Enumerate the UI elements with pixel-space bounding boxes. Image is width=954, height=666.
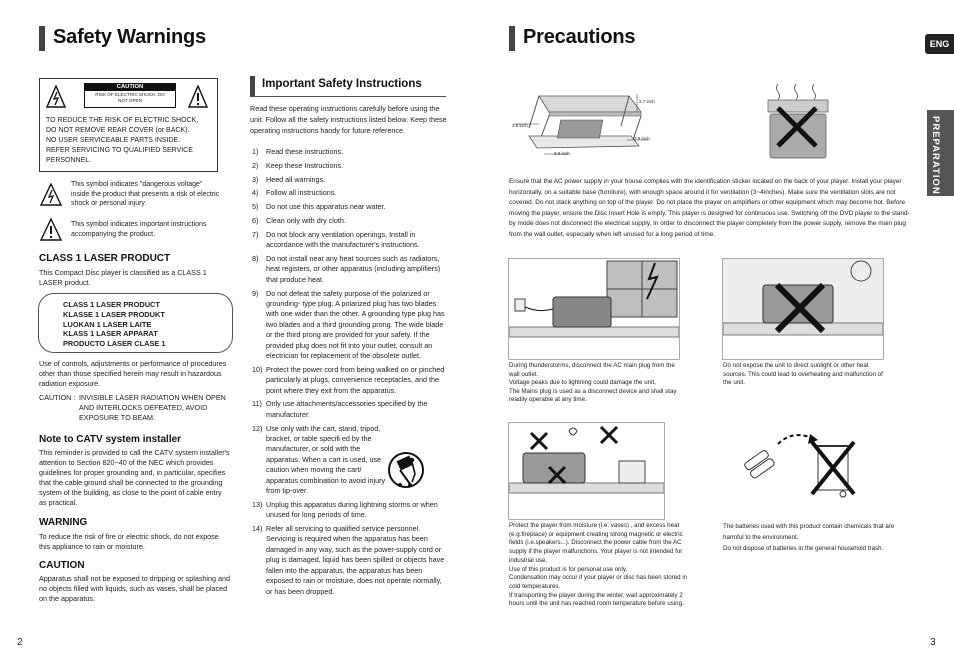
caution-heading: CAUTION bbox=[39, 560, 85, 571]
list-item bbox=[250, 216, 448, 226]
item-number: 14) bbox=[252, 524, 263, 534]
item-text: Read these instructions. bbox=[266, 147, 344, 156]
caption-line: Protect the player from moisture (i.e. vases) , and excess heat (e.g.fireplace) or equipment creating strong magnetic or electric fields (i.e.speakers...). Disconnect the power cable from the AC supply if the player malfunctions. Your player is not intended for industrial use. bbox=[509, 522, 683, 564]
item-text: Do not use this apparatus near water. bbox=[266, 202, 386, 212]
sunlight-illustration bbox=[722, 258, 884, 360]
exclamation-warning-icon bbox=[188, 85, 208, 109]
thunderstorm-illustration bbox=[508, 258, 680, 360]
list-item bbox=[250, 524, 448, 597]
item-number: 8) bbox=[252, 253, 259, 263]
no-heat-stacking-diagram bbox=[756, 82, 838, 164]
laser-class-lines bbox=[63, 300, 166, 349]
important-intro: Read these operating instructions carefully before using the unit. Follow all the safety instructions listed below. Keep these operating instructions handy for future reference. bbox=[250, 104, 447, 135]
item-text: Unplug this apparatus during lightning storms or when unused for long periods of time. bbox=[266, 499, 438, 520]
item-text: Refer all servicing to qualified service personnel. Servicing is required when the apparatus has been damaged in any way, such as the power-supply cord or plug is damaged, liquid has been spilled or objects have fallen into the apparatus, the apparatus has been exposed to rain or moisture, does not operate normally, or has been dropped. bbox=[266, 524, 445, 596]
caption-line: Voltage peaks due to lightning could damage the unit. bbox=[509, 379, 656, 387]
laser-line: PRODUCTO LASER CLASE 1 bbox=[63, 339, 166, 349]
item-number: 7) bbox=[252, 229, 259, 239]
caution-line: REFER SERVICING TO QUALIFIED SERVICE bbox=[46, 147, 193, 154]
laser-caution-text: INVISIBLE LASER RADIATION WHEN OPEN AND INTERLOCKS DEFEATED, AVOID EXPOSURE TO BEAM. bbox=[79, 393, 226, 422]
item-number: 3) bbox=[252, 174, 259, 184]
dangerous-voltage-icon bbox=[40, 183, 62, 207]
safety-instructions-list bbox=[250, 147, 448, 600]
dim-label-left: 3.9 inch bbox=[512, 123, 528, 128]
caption-line: During thunderstorms, disconnect the AC main plug from the wall outlet. bbox=[509, 362, 675, 378]
caution-label-box bbox=[84, 83, 176, 108]
title-bar bbox=[39, 26, 45, 51]
item-number: 10) bbox=[252, 364, 263, 374]
item-number: 12) bbox=[252, 423, 263, 433]
item-number: 13) bbox=[252, 499, 263, 509]
item-text: Clean only with dry cloth. bbox=[266, 215, 346, 225]
lightning-warning-icon bbox=[46, 85, 66, 109]
battery-caption bbox=[723, 522, 913, 554]
important-instructions-icon bbox=[40, 218, 62, 242]
item-number: 2) bbox=[252, 160, 259, 170]
item-number: 9) bbox=[252, 288, 259, 298]
catv-heading: Note to CATV system installer bbox=[39, 434, 182, 445]
caution-line: PERSONNEL. bbox=[46, 157, 92, 164]
laser-use-text: Use of controls, adjustments or performance of procedures other than those specified herein may result in hazardous radiation exposure. bbox=[39, 359, 227, 388]
warning-heading: WARNING bbox=[39, 517, 88, 528]
laser-caution-label: CAUTION : bbox=[39, 393, 76, 402]
item-text: Do not install near any heat sources such as radiators, heat registers, or other apparatus (including amplifiers) that produce heat. bbox=[266, 253, 441, 284]
list-item bbox=[250, 147, 448, 157]
storm-caption bbox=[509, 362, 681, 405]
item-text: Do not defeat the safety purpose of the polarized or grounding- type plug. A polarized plug has two blades with one wider than the other. A grounding type plug has two blades and a third grounding prong. The wide blade or the third prong are provided for your safety. If the provided plug does not fit into your outlet, consult an electrician for replacement of the obsolete outlet. bbox=[266, 288, 445, 361]
list-item bbox=[250, 289, 448, 362]
caution-line: NO USER SERVICEABLE PARTS INSIDE. bbox=[46, 137, 181, 144]
item-text: Follow all instructions. bbox=[266, 188, 337, 198]
preparation-side-tab[interactable] bbox=[927, 110, 954, 196]
caption-line: Use of this product is for personal use only. bbox=[509, 565, 628, 573]
list-item bbox=[250, 188, 448, 198]
ventilation-text: Ensure that the AC power supply in your house complies with the identification sticker located on the back of your player. Install your player horizontally, on a suitable base (furniture), with enough space around it for ventilation (3~4inches). Make sure the ventilation slots are not covered. Do not stack anything on top of the player. Do not place the player on amplifiers or other equipment which may become hot. Before moving the player, ensure the Disc Insert Hole is empty. This player is designed for continuous use. Switching off the DVD player to the stand-by mode does not disconnect the electrical supply. In order to disconnect the player completely from the power supply, remove the main plug from the wall outlet, especially when left unused for a long period of time. bbox=[509, 178, 910, 238]
caption-line: Condensation may occur if your player or disc has been stored in cold temperatures. bbox=[509, 574, 688, 590]
heading-underline bbox=[250, 96, 446, 97]
side-tab-label: PREPARATION bbox=[930, 116, 941, 195]
subheading-bar bbox=[250, 76, 255, 96]
item-number: 6) bbox=[252, 215, 259, 225]
catv-text: This reminder is provided to call the CATV system installer's attention to Section 820~40 of the NEC which provides guidelines for proper grounding and, in particular, specifies that the cable ground shall be connected to the grounding system of the building, as close to the point of cable entry as practical. bbox=[39, 448, 230, 507]
dim-label-bottom: 3.9 inch bbox=[554, 151, 570, 156]
page-number-right: 3 bbox=[930, 637, 936, 648]
page-title-precautions: Precautions bbox=[523, 26, 636, 48]
list-item bbox=[250, 254, 448, 285]
page-title-safety-warnings: Safety Warnings bbox=[53, 26, 206, 48]
list-item bbox=[250, 399, 448, 420]
list-item bbox=[250, 175, 448, 185]
list-item bbox=[250, 161, 448, 171]
laser-line: LUOKAN 1 LASER LAITE bbox=[63, 319, 152, 329]
list-item bbox=[250, 230, 448, 251]
item-text: Protect the power cord from being walked on or pinched particularly at plugs, convenience receptacles, and the point where they exit from the apparatus. bbox=[266, 364, 445, 395]
caution-line: DO NOT REMOVE REAR COVER (or BACK). bbox=[46, 127, 190, 134]
important-safety-heading: Important Safety Instructions bbox=[262, 78, 422, 90]
ventilation-diagram bbox=[509, 84, 664, 164]
item-text: Heed all warnings. bbox=[266, 174, 326, 184]
item-text: Only use attachments/accessories specified by the manufacturer. bbox=[266, 399, 428, 419]
laser-class-box bbox=[38, 293, 233, 353]
dim-label-top: 2.7 inch bbox=[639, 99, 655, 104]
sunlight-caption: Do not expose the unit to direct sunlight or other heat sources. This could lead to overheating and malfunction of the unit. bbox=[723, 362, 883, 387]
dim-label-right: 3.9 inch bbox=[634, 136, 650, 141]
voltage-symbol-text: This symbol indicates "dangerous voltage" inside the product that presents a risk of electric shock or personal injury. bbox=[71, 181, 220, 208]
language-tab[interactable]: ENG bbox=[925, 34, 954, 54]
caution-lines bbox=[46, 116, 216, 166]
caution-subtext: RISK OF ELECTRIC SHOCK. DO NOT OPEN bbox=[95, 92, 165, 103]
laser-line: KLASS 1 LASER APPARAT bbox=[63, 329, 158, 339]
item-number: 4) bbox=[252, 188, 259, 198]
laser-line: KLASSE 1 LASER PRODUKT bbox=[63, 309, 165, 319]
item-text: Keep these Instructions. bbox=[266, 160, 344, 170]
caption-line: If transporting the player during the winter, wait approximately 2 hours until the unit has reached room temperature before using. bbox=[509, 591, 684, 608]
title-bar bbox=[509, 26, 515, 51]
caption-line: The batteries used with this product contain chemicals that are harmful to the environment. bbox=[723, 523, 895, 541]
moisture-caption bbox=[509, 522, 697, 609]
moisture-heat-illustration bbox=[508, 422, 665, 520]
list-item bbox=[250, 202, 448, 212]
warning-text: To reduce the risk of fire or electric shock, do not expose this appliance to rain or moisture. bbox=[39, 532, 219, 551]
battery-disposal-illustration bbox=[740, 424, 860, 504]
item-text: Use only with the cart, stand, tripod, bracket, or table specifi ed by the manufacturer, or sold with the apparatus. When a cart is used, use caution when moving the cart/ apparatus combination to avoid injury from tip-over. bbox=[266, 423, 386, 496]
electric-caution-box bbox=[39, 78, 218, 172]
caption-line: The Mains plug is used as a disconnect device and shall stay readily operable at any time. bbox=[509, 387, 677, 404]
caution-line: TO REDUCE THE RISK OF ELECTRIC SHOCK, bbox=[46, 117, 199, 124]
laser-heading: CLASS 1 LASER PRODUCT bbox=[39, 253, 171, 264]
caution-text: Apparatus shall not be exposed to dripping or splashing and no objects filled with liquids, such as vases, shall be placed on the apparatus. bbox=[39, 574, 230, 603]
item-text: Do not block any ventilation openings, Install in accordance with the manufacturer's instructions. bbox=[266, 229, 420, 250]
cart-tip-over-icon bbox=[388, 448, 424, 492]
caution-label: CAUTION bbox=[85, 84, 175, 91]
list-item bbox=[250, 500, 448, 521]
item-number: 1) bbox=[252, 147, 259, 156]
list-item bbox=[250, 365, 448, 396]
instruction-symbol-text: This symbol indicates important instructions accompanying the product. bbox=[71, 221, 207, 238]
page-number-left: 2 bbox=[17, 637, 23, 648]
item-number: 5) bbox=[252, 202, 259, 212]
laser-line: CLASS 1 LASER PRODUCT bbox=[63, 300, 160, 309]
laser-text: This Compact Disc player is classified as a CLASS 1 LASER product. bbox=[39, 268, 207, 287]
item-number: 11) bbox=[252, 399, 262, 409]
caption-line: Do not dispose of batteries in the general household trash. bbox=[723, 544, 884, 552]
